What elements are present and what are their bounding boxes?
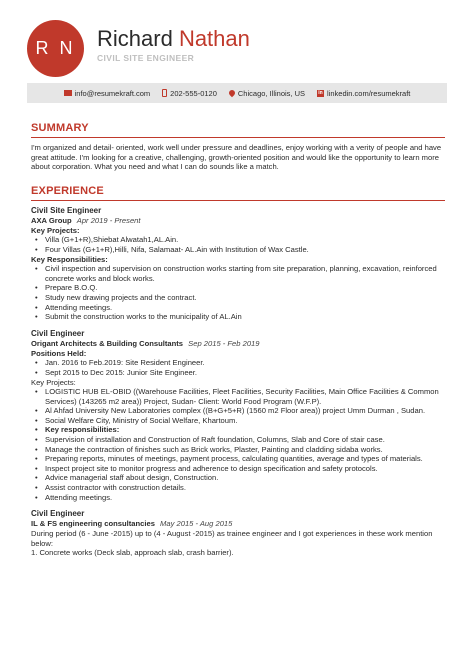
monogram-badge: R N xyxy=(27,20,84,77)
key-projects-heading: Key Projects: xyxy=(31,225,80,235)
summary-divider xyxy=(31,137,445,138)
name-block xyxy=(97,27,250,63)
contact-linkedin[interactable] xyxy=(317,89,410,98)
spacer xyxy=(31,502,445,508)
experience-divider xyxy=(31,200,445,201)
location-text: Chicago, Illinois, US xyxy=(237,88,306,98)
positions-list xyxy=(31,358,445,377)
list-item: • Inspect project site to monitor progress and adherence to design specification and safety protocols. xyxy=(31,464,445,474)
job-role: Civil Site Engineer xyxy=(31,205,102,215)
list-item: • Attending meetings. xyxy=(31,303,445,313)
phone-icon xyxy=(162,89,167,97)
job-role: Civil Engineer xyxy=(31,328,85,338)
list-item: • Attending meetings. xyxy=(31,493,445,503)
full-name xyxy=(97,27,250,51)
job-period: May 2015 - Aug 2015 xyxy=(160,519,233,529)
projects-list xyxy=(31,387,445,502)
contact-email[interactable] xyxy=(64,89,151,98)
list-item: • Sept 2015 to Dec 2015: Junior Site Engineer. xyxy=(31,368,445,378)
job-entry xyxy=(31,509,445,558)
list-item: • Villa (G+1+R),Shiebat Alwatah1,AL.Ain. xyxy=(31,235,445,245)
numbered-item: 1. Concrete works (Deck slab, approach slab, crash barrier). xyxy=(31,548,234,558)
experience-heading: EXPERIENCE xyxy=(31,184,104,197)
list-item: • Prepare B.O.Q. xyxy=(31,283,445,293)
projects-list xyxy=(31,235,445,254)
job-period: Sep 2015 - Feb 2019 xyxy=(188,338,260,348)
list-item: • Advice managerial staff about design, Construction. xyxy=(31,473,445,483)
company-name: Origant Architects & Building Consultants xyxy=(31,338,184,348)
key-responsibilities-heading: Key Responsibilities: xyxy=(31,254,108,264)
location-pin-icon xyxy=(228,89,236,97)
company-line xyxy=(31,216,445,226)
contact-phone[interactable] xyxy=(162,89,217,98)
job-title: CIVIL SITE ENGINEER xyxy=(97,53,195,63)
job-entry xyxy=(31,206,445,322)
last-name: Nathan xyxy=(178,26,250,51)
job-description: During period (6 - June -2015) up to (4 - August -2015) as trainee engineer and I got experiences in these work mention below: xyxy=(31,529,433,548)
email-text[interactable]: info@resumekraft.com xyxy=(74,88,151,98)
envelope-icon xyxy=(64,90,72,96)
company-line xyxy=(31,519,445,529)
key-projects-heading: Key Projects: xyxy=(31,377,76,387)
resume-header xyxy=(27,20,457,80)
linkedin-text[interactable]: linkedin.com/resumekraft xyxy=(327,88,411,98)
list-item: • Supervision of installation and Construction of Raft foundation, Columns, Slab and Core of stair case. xyxy=(31,435,445,445)
list-item: • LOGISTIC HUB EL-OBID ((Warehouse Facilities, Fleet Facilities, Security Facilities, Main Office Facilities & Common Services) (143265 m2 area)) Project, Sudan- Client: World Food Program (W.F.P). xyxy=(31,387,445,406)
list-item: • Four Villas (G+1+R),Hilli, Nifa, Salamaat- AL.Ain with Institution of Wax Castle. xyxy=(31,245,445,255)
positions-heading: Positions Held: xyxy=(31,348,87,358)
job-entry xyxy=(31,329,445,503)
job-role: Civil Engineer xyxy=(31,509,85,519)
contact-location xyxy=(229,89,305,98)
list-item: • Submit the construction works to the municipality of AL.Ain xyxy=(31,312,445,322)
first-name: Richard xyxy=(97,26,173,51)
phone-text[interactable]: 202-555-0120 xyxy=(170,88,217,98)
company-name: AXA Group xyxy=(31,215,72,225)
spacer xyxy=(31,322,445,328)
list-item: • Preparing reports, minutes of meetings, payment process, calculating quantities, average and types of materials. xyxy=(31,454,445,464)
summary-text: I'm organized and detail- oriented, work well under pressure and deadlines, enjoy working with a verity of people and have great attitude. I'm looking for a creative, challenging, growth-oriented position and would like the opportunity to learn more about corporation. What you need and what I can do sounds like a match. xyxy=(31,143,442,172)
list-item: • Civil inspection and supervision on construction works starting from site preparation, planning, excavation, reinforced concrete works and block works. xyxy=(31,264,445,283)
summary-heading: SUMMARY xyxy=(31,122,89,134)
list-item: • Manage the contraction of finishes such as Brick works, Plaster, Painting and cladding sidaba works. xyxy=(31,445,445,455)
list-item: • Assist contractor with construction details. xyxy=(31,483,445,493)
list-item: • Al Ahfad University New Laboratories complex ((B+G+5+R) (1560 m2 Floor area)) project Umm Durman , Sudan. xyxy=(31,406,445,416)
job-period: Apr 2019 - Present xyxy=(76,215,141,225)
linkedin-icon: in xyxy=(318,89,323,96)
list-item-heading: • Key responsibilities: xyxy=(31,425,445,435)
list-item: • Social Welfare City, Ministry of Social Welfare, Khartoum. xyxy=(31,416,445,426)
company-name: IL & FS engineering consultancies xyxy=(31,519,155,529)
resume-body xyxy=(31,122,445,558)
company-line xyxy=(31,339,445,349)
list-item: • Jan. 2016 to Feb.2019: Site Resident Engineer. xyxy=(31,358,445,368)
contact-bar xyxy=(27,83,447,103)
list-item: • Study new drawing projects and the contract. xyxy=(31,293,445,303)
responsibilities-list xyxy=(31,264,445,322)
